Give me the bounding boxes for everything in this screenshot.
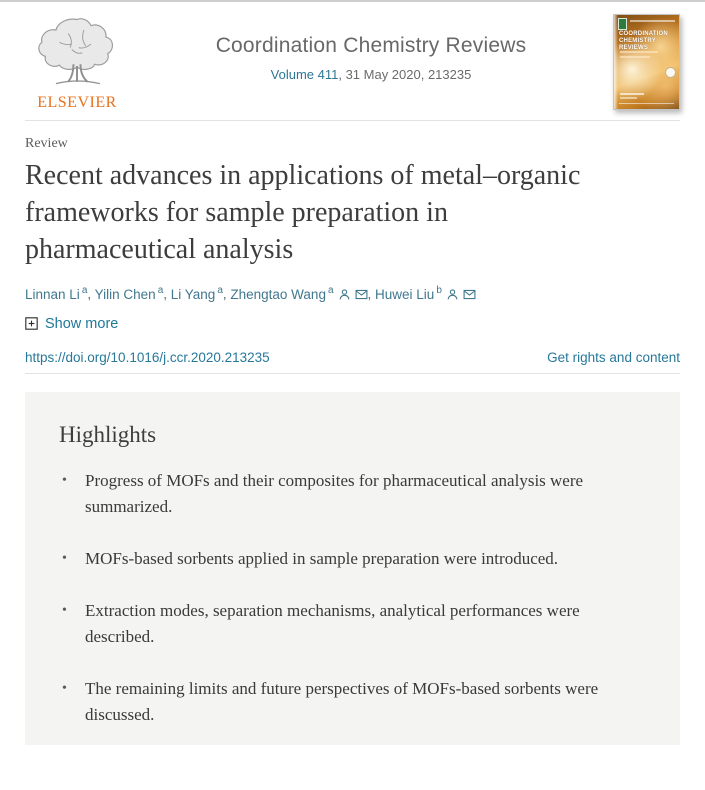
plus-box-icon [25, 317, 38, 330]
author-separator: , [87, 286, 95, 302]
author-affiliation-sup: b [436, 285, 442, 296]
doi-link[interactable]: https://doi.org/10.1016/j.ccr.2020.213235 [25, 349, 270, 365]
highlights-section [25, 392, 680, 745]
cover-badge [665, 67, 676, 78]
highlight-item: • Extraction modes, separation mechanisms, analytical performances were described. [59, 598, 627, 650]
journal-title-link[interactable]: Coordination Chemistry Reviews [215, 34, 527, 57]
highlight-item: • The remaining limits and future perspectives of MOFs-based sorbents were discussed. [59, 676, 627, 728]
cover-rule [619, 103, 674, 104]
author-separator: , [367, 286, 376, 302]
article-head [25, 136, 680, 365]
cover-editor-line [620, 56, 650, 58]
journal-header [25, 2, 680, 112]
doi-divider [25, 373, 680, 374]
author-name[interactable]: Yilin Chen [94, 286, 156, 302]
envelope-icon [463, 288, 476, 301]
author[interactable] [375, 287, 476, 302]
rights-and-content-link[interactable]: Get rights and content [547, 349, 680, 365]
doi-row [25, 350, 680, 365]
envelope-icon [355, 288, 368, 301]
author-name[interactable]: Li Yang [170, 286, 216, 302]
author[interactable] [171, 287, 223, 302]
author-affiliation-sup: a [327, 285, 334, 296]
author-affiliation-sup: a [157, 285, 164, 296]
highlight-item: • MOFs-based sorbents applied in sample preparation were introduced. [59, 546, 627, 572]
author[interactable] [25, 287, 87, 302]
author[interactable] [230, 287, 367, 302]
elsevier-wordmark: ELSEVIER [37, 94, 117, 111]
author-name[interactable]: Zhengtao Wang [230, 286, 326, 302]
elsevier-tree-icon [32, 16, 122, 88]
cover-title: COORDINATION CHEMISTRY REVIEWS [619, 31, 668, 51]
show-more-label: Show more [45, 315, 119, 332]
cover-editor-line [620, 51, 658, 53]
author-name[interactable]: Huwei Liu [375, 286, 435, 302]
article-type-label: Review [25, 136, 68, 151]
author-name[interactable]: Linnan Li [25, 286, 80, 302]
author[interactable] [95, 287, 164, 302]
cover-topbar [630, 20, 675, 22]
show-more-button[interactable] [25, 316, 118, 332]
journal-meta [129, 12, 613, 82]
highlights-heading: Highlights [59, 421, 157, 447]
highlights-list [59, 468, 650, 728]
journal-cover-thumbnail[interactable] [613, 14, 680, 110]
header-divider [25, 120, 680, 121]
elsevier-logo[interactable] [25, 12, 129, 112]
author-affiliation-sup: a [217, 285, 223, 296]
volume-link[interactable]: Volume 411 [270, 67, 339, 82]
issue-info: , 31 May 2020, 213235 [338, 67, 472, 82]
article-title: Recent advances in applications of metal–organic frameworks for sample preparation in pharmaceutical analysis [25, 160, 581, 265]
author-list [25, 285, 680, 302]
cover-publisher-mark [618, 18, 627, 30]
cover-footer-line [620, 93, 644, 95]
author-affiliation-sup: a [81, 285, 88, 296]
volume-issue-line [129, 67, 613, 82]
highlight-item: • Progress of MOFs and their composites for pharmaceutical analysis were summarized. [59, 468, 627, 520]
author-separator: , [163, 286, 171, 302]
cover-footer-line [620, 97, 637, 99]
person-icon [446, 288, 459, 301]
author-separator: , [222, 286, 231, 302]
person-icon [338, 288, 351, 301]
